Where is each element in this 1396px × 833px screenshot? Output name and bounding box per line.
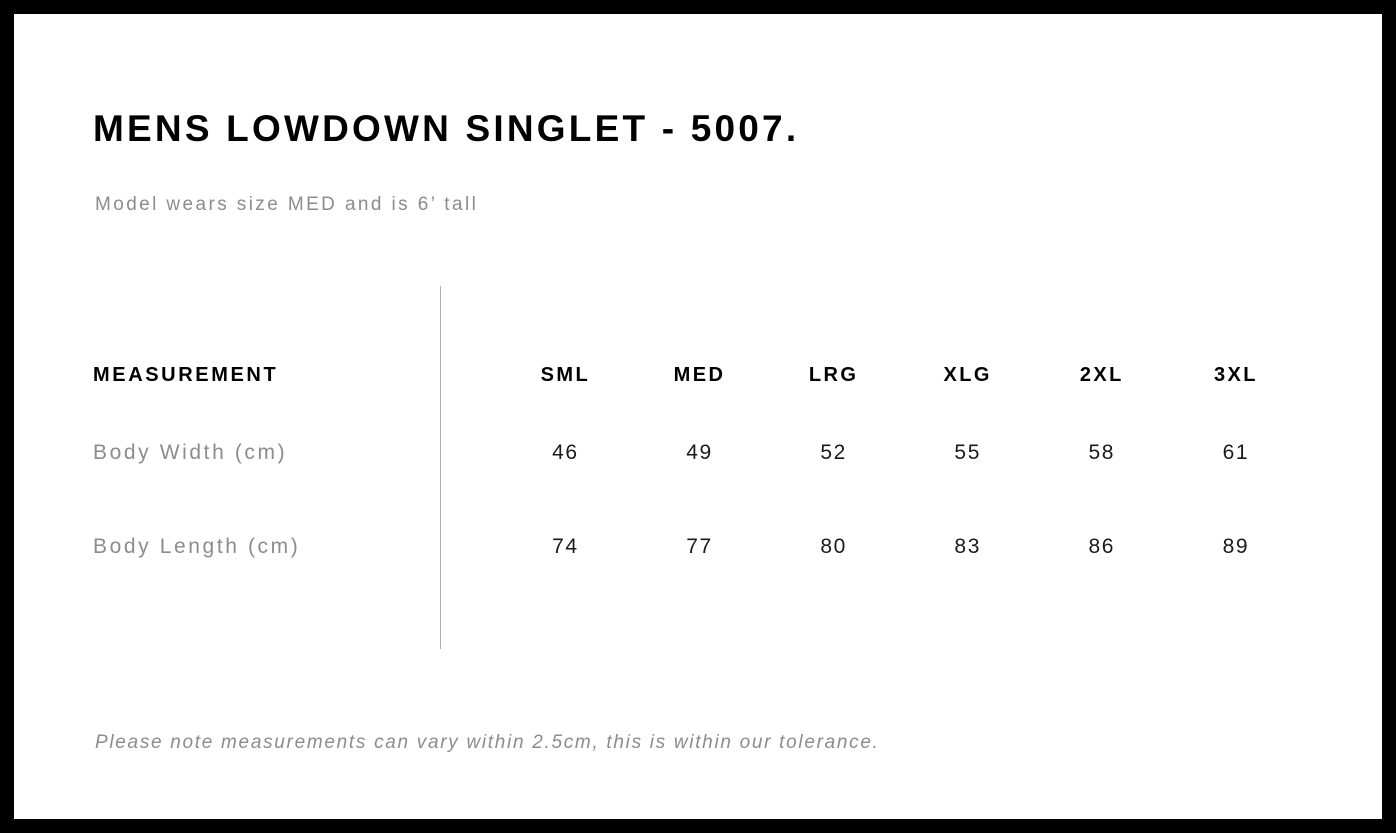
table-body: [93, 406, 1303, 594]
cell-body-length-2xl: 86: [1088, 535, 1116, 558]
cell-body-width-sml: 46: [552, 441, 579, 464]
cell-body-length-sml: 74: [552, 535, 579, 558]
cell-body-length-3xl: 89: [1222, 535, 1250, 558]
row-label-body-width: Body Width (cm): [93, 441, 288, 464]
cell-body-length-med: 77: [686, 535, 713, 558]
cell-body-length-lrg: 80: [820, 535, 847, 558]
cell-body-width-2xl: 58: [1088, 441, 1116, 464]
cell-body-width-med: 49: [686, 441, 713, 464]
table-header-row: [93, 344, 1303, 406]
cell-body-width-3xl: 61: [1222, 441, 1250, 464]
table-header: [93, 344, 1303, 406]
page-title: MENS LOWDOWN SINGLET - 5007.: [93, 108, 800, 149]
cell-body-width-xlg: 55: [954, 441, 981, 464]
model-info-text: Model wears size MED and is 6’ tall: [95, 194, 479, 215]
size-chart-table: [93, 344, 1303, 594]
column-header-2xl: 2XL: [1079, 363, 1124, 386]
column-header-3xl: 3XL: [1213, 363, 1258, 386]
tolerance-note: Please note measurements can vary within 2.5cm, this is within our tolerance.: [95, 732, 880, 753]
content-area: [93, 14, 1342, 819]
row-label-body-length: Body Length (cm): [93, 535, 301, 558]
size-chart-page: [14, 14, 1382, 819]
column-header-med: MED: [673, 363, 726, 386]
column-header-lrg: LRG: [808, 363, 859, 386]
column-header-xlg: XLG: [943, 363, 992, 386]
cell-body-width-lrg: 52: [820, 441, 847, 464]
column-header-measurement: MEASUREMENT: [93, 363, 279, 386]
table-row: [93, 406, 1303, 500]
column-header-sml: SML: [540, 363, 591, 386]
table-row: [93, 500, 1303, 594]
cell-body-length-xlg: 83: [954, 535, 981, 558]
